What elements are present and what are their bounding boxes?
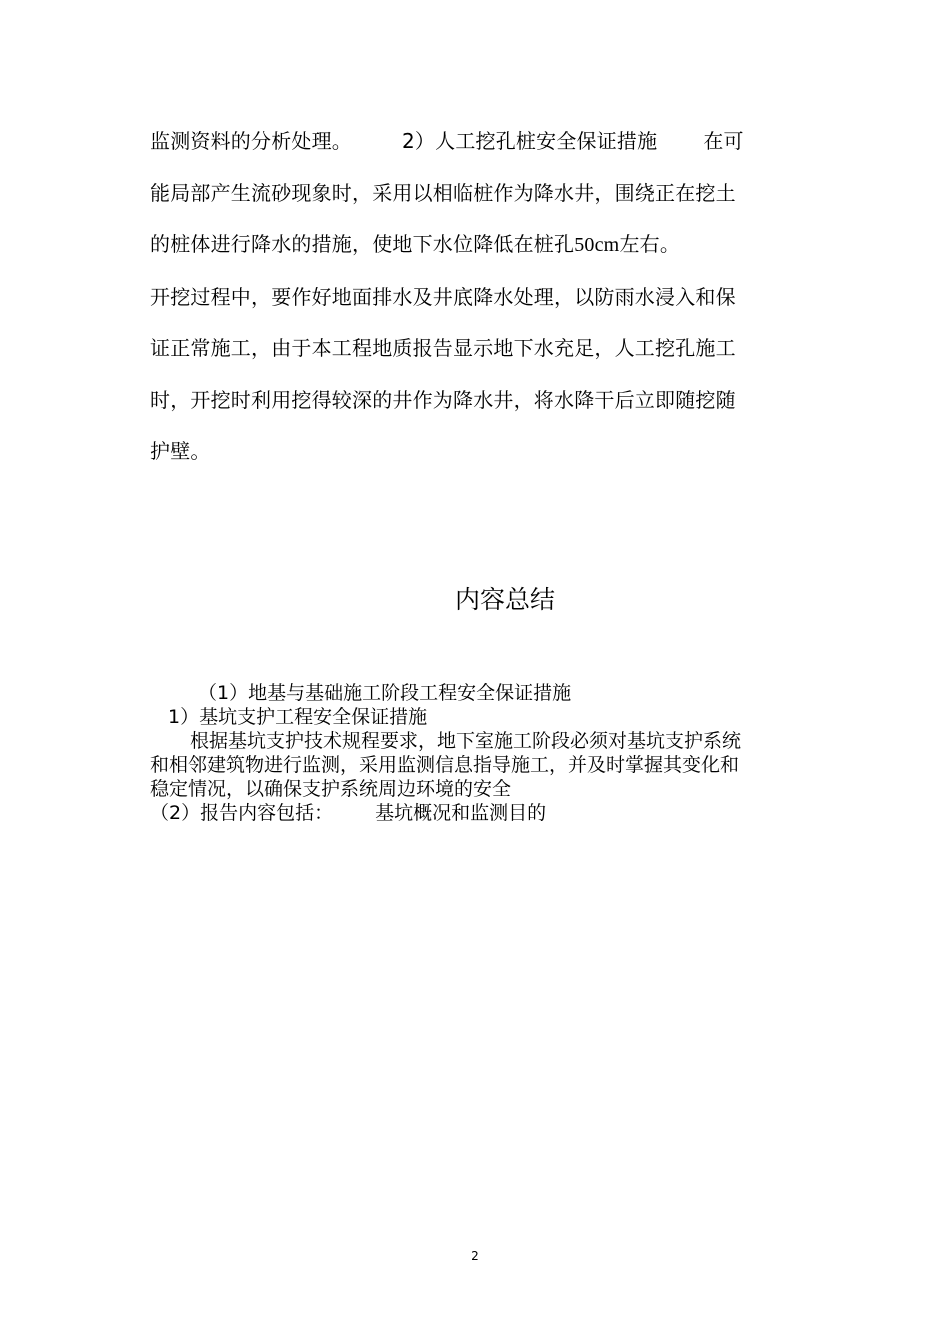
summary-item-2: 1）基坑支护工程安全保证措施 [168, 706, 428, 728]
body-line-6: 时，开挖时利用挖得较深的井作为降水井，将水降干后立即随挖随 [150, 387, 736, 412]
page-number: 2 [471, 1249, 479, 1263]
body-line-2: 能局部产生流砂现象时，采用以相临桩作为降水井，围绕正在挖土 [150, 180, 736, 205]
body-text-segment: 左右。 [619, 232, 681, 256]
section-heading-inline: 2）人工挖孔桩安全保证措施 [402, 129, 658, 153]
summary-item-4 [150, 801, 810, 825]
summary-item-3-line-3: 稳定情况，以确保支护系统周边环境的安全 [150, 778, 512, 800]
body-paragraph [150, 116, 800, 478]
summary-item-4-value: 基坑概况和监测目的 [375, 802, 547, 824]
body-line-1 [150, 116, 800, 168]
summary-block [150, 681, 810, 825]
summary-title: 内容总结 [454, 585, 555, 614]
body-line-4: 开挖过程中，要作好地面排水及井底降水处理，以防雨水浸入和保 [150, 284, 736, 309]
body-text-segment: 在可 [703, 129, 744, 153]
summary-item-3-line-1: 根据基坑支护技术规程要求，地下室施工阶段必须对基坑支护系统 [190, 730, 742, 752]
summary-item-3-line-2: 和相邻建筑物进行监测，采用监测信息指导施工，并及时掌握其变化和 [150, 754, 740, 776]
body-text-segment: 监测资料的分析处理。 [150, 129, 352, 153]
body-text-segment: 的桩体进行降水的措施，使地下水位降低在桩孔 [150, 232, 575, 256]
body-line-7: 护壁。 [150, 439, 211, 463]
body-line-5: 证正常施工，由于本工程地质报告显示地下水充足，人工挖孔施工 [150, 336, 736, 360]
body-line-3 [150, 219, 800, 272]
measurement-value: 50cm [574, 234, 620, 256]
summary-item-4-label: （2）报告内容包括： [150, 802, 334, 824]
summary-item-1: （1）地基与基础施工阶段工程安全保证措施 [198, 682, 572, 704]
